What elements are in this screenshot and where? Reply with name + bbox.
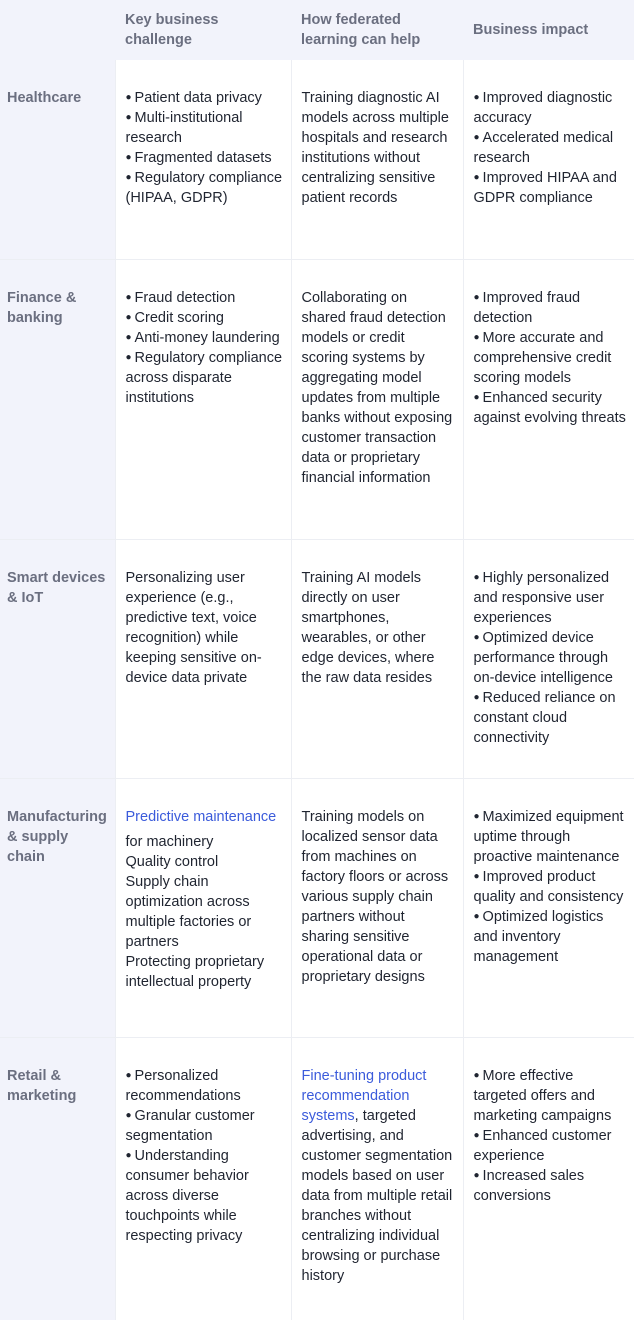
list-item: ● Fraud detection — [126, 288, 283, 308]
list-item: ● Multi-institutional research — [126, 108, 283, 148]
header-row — [0, 0, 634, 60]
table-row — [0, 1037, 634, 1320]
help-header: How federated learning can help — [291, 0, 463, 60]
industry-label: Smart devices & IoT — [0, 539, 115, 778]
list-item: ● Improved HIPAA and GDPR compliance — [474, 168, 627, 208]
list-item: ● Optimized device performance through on-device intelligence — [474, 628, 627, 688]
list-item: ● More accurate and comprehensive credit scoring models — [474, 328, 627, 388]
industry-label: Retail & marketing — [0, 1037, 115, 1320]
list-item: ● Improved diagnostic accuracy — [474, 88, 627, 128]
help-text: , targeted advertising, and customer segmentation models based on user data from multiple retail branches without centralizing individual browsing or purchase history — [301, 1107, 453, 1284]
list-item: ● Credit scoring — [126, 308, 283, 328]
list-item: ● Regulatory compliance (HIPAA, GDPR) — [126, 168, 283, 208]
impact-cell — [463, 259, 634, 539]
impact-cell — [463, 1037, 634, 1320]
list-item: ● Optimized logistics and inventory management — [474, 907, 627, 967]
table-row — [0, 259, 634, 539]
corner-header — [0, 0, 115, 60]
help-cell: Training diagnostic AI models across multiple hospitals and research institutions without centralizing sensitive patient records — [291, 60, 463, 259]
list-item: ● Patient data privacy — [126, 88, 283, 108]
challenge-header: Key business challenge — [115, 0, 291, 60]
challenge-cell — [115, 1037, 291, 1320]
list-item: ● More effective targeted offers and marketing campaigns — [474, 1066, 627, 1126]
list-item: ● Personalized recommendations — [126, 1066, 283, 1106]
help-cell: Collaborating on shared fraud detection models or credit scoring systems by aggregating model updates from multiple banks without exposing customer transaction data or proprietary financial information — [291, 259, 463, 539]
industry-label: Healthcare — [0, 60, 115, 259]
help-cell: Training models on localized sensor data from machines on factory floors or across various supply chain partners without sharing sensitive operational data or proprietary designs — [291, 778, 463, 1037]
list-item: ● Improved fraud detection — [474, 288, 627, 328]
industry-label: Finance & banking — [0, 259, 115, 539]
table-row — [0, 778, 634, 1037]
list-item: ● Increased sales conversions — [474, 1166, 627, 1206]
challenge-cell — [115, 778, 291, 1037]
impact-cell — [463, 60, 634, 259]
list-item: ● Highly personalized and responsive user experiences — [474, 568, 627, 628]
impact-cell — [463, 778, 634, 1037]
challenge-cell — [115, 259, 291, 539]
industry-label: Manufacturing & supply chain — [0, 778, 115, 1037]
predictive-maintenance-link[interactable]: Predictive maintenance — [125, 808, 277, 825]
fine-tuning-link[interactable]: Fine-tuning product recommendation systems — [301, 1067, 427, 1124]
challenge-cell: Personalizing user experience (e.g., predictive text, voice recognition) while keeping sensitive on-device data private — [115, 539, 291, 778]
list-item: ● Anti-money laundering — [126, 328, 283, 348]
impact-cell — [463, 539, 634, 778]
list-item: ● Reduced reliance on constant cloud connectivity — [474, 688, 627, 748]
list-item: ● Granular customer segmentation — [126, 1106, 283, 1146]
list-item: ● Accelerated medical research — [474, 128, 627, 168]
challenge-cell — [115, 60, 291, 259]
help-cell: Training AI models directly on user smartphones, wearables, or other edge devices, where the raw data resides — [291, 539, 463, 778]
table-row — [0, 539, 634, 778]
list-item: ● Understanding consumer behavior across diverse touchpoints while respecting privacy — [126, 1146, 283, 1246]
table-row — [0, 60, 634, 259]
list-item: ● Fragmented datasets — [126, 148, 283, 168]
list-item: Supply chain optimization across multiple factories or partners — [125, 873, 252, 950]
list-item: ● Improved product quality and consistency — [474, 867, 627, 907]
list-item: ● Enhanced security against evolving threats — [474, 388, 627, 428]
list-item: for machinery — [125, 833, 214, 850]
list-item: Protecting proprietary intellectual property — [125, 953, 265, 990]
impact-header: Business impact — [463, 0, 634, 60]
list-item: Quality control — [125, 853, 219, 870]
help-cell — [291, 1037, 463, 1320]
list-item: ● Maximized equipment uptime through proactive maintenance — [474, 807, 627, 867]
list-item: ● Enhanced customer experience — [474, 1126, 627, 1166]
list-item: ● Regulatory compliance across disparate institutions — [126, 348, 283, 408]
